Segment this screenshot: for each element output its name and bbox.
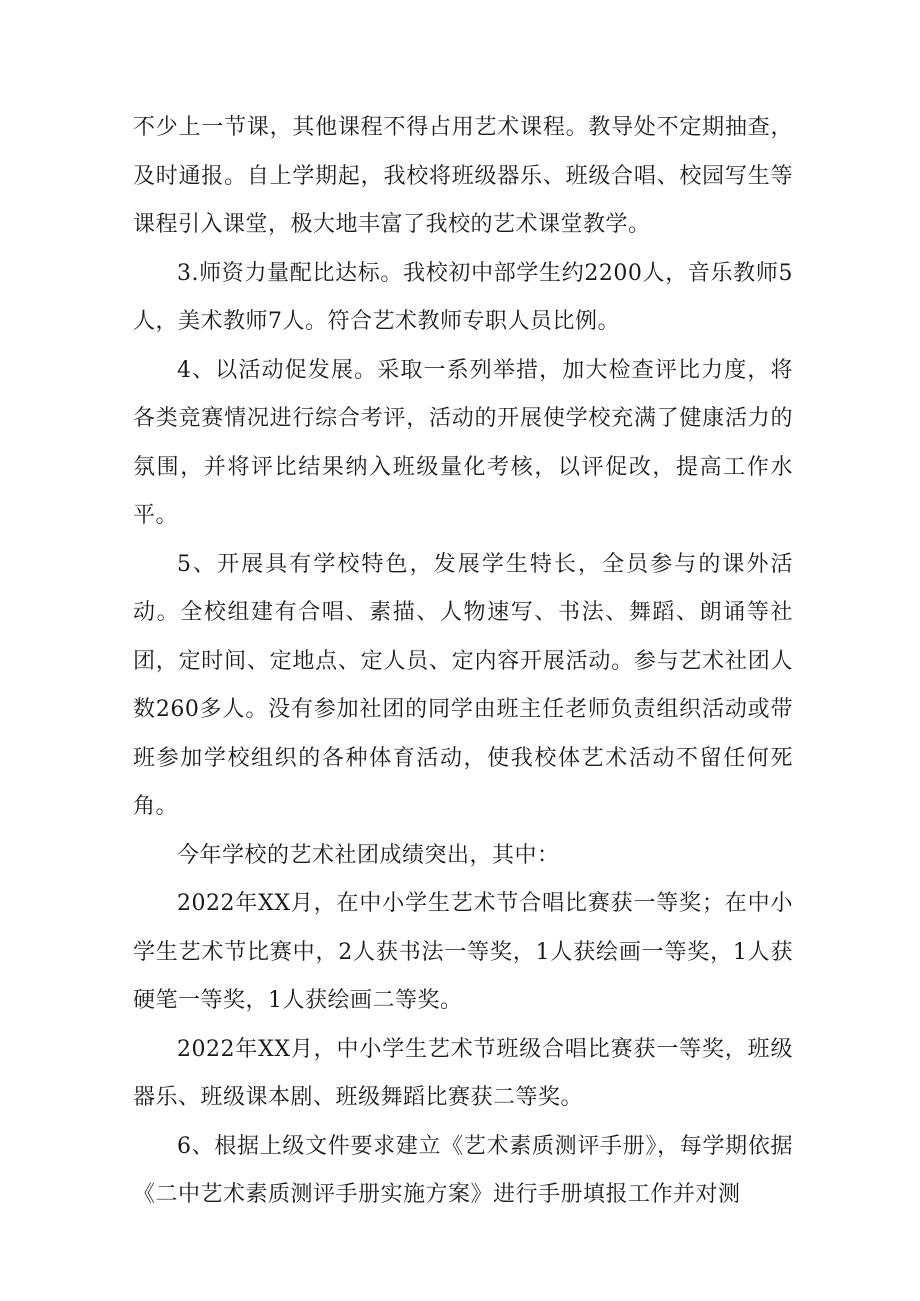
paragraph-item-4: 4、以活动促发展。采取一系列举措，加大检查评比力度，将各类竞赛情况进行综合考评，活动的开展使学校充满了健康活力的氛围，并将评比结果纳入班级量化考核，以评促改，提高工作水平。 [133, 357, 793, 528]
paragraph-item-3: 3.师资力量配比达标。我校初中部学生约2200人，音乐教师5人，美术教师7人。符合艺术教师专职人员比例。 [133, 260, 793, 334]
paragraph-item-6: 6、根据上级文件要求建立《艺术素质测评手册》，每学期依据《二中艺术素质测评手册实施方案》进行手册填报工作并对测 [133, 1133, 793, 1207]
document-body [133, 104, 793, 1220]
paragraph-results-intro: 今年学校的艺术社团成绩突出，其中： [177, 842, 560, 868]
paragraph-award-2: 2022年XX月，中小学生艺术节班级合唱比赛获一等奖，班级器乐、班级课本剧、班级舞蹈比赛获二等奖。 [133, 1036, 793, 1110]
paragraph-continuation: 不少上一节课，其他课程不得占用艺术课程。教导处不定期抽查，及时通报。自上学期起，我校将班级器乐、班级合唱、校园写生等课程引入课堂，极大地丰富了我校的艺术课堂教学。 [133, 115, 793, 237]
paragraph-award-1: 2022年XX月，在中小学生艺术节合唱比赛获一等奖；在中小学生艺术节比赛中，2人获书法一等奖，1人获绘画一等奖，1人获硬笔一等奖，1人获绘画二等奖。 [133, 891, 793, 1013]
paragraph-item-5: 5、开展具有学校特色，发展学生特长，全员参与的课外活动。全校组建有合唱、素描、人物速写、书法、舞蹈、朗诵等社团，定时间、定地点、定人员、定内容开展活动。参与艺术社团人数260多人。没有参加社团的同学由班主任老师负责组织活动或带班参加学校组织的各种体育活动，使我校体艺术活动不留任何死角。 [133, 551, 793, 819]
